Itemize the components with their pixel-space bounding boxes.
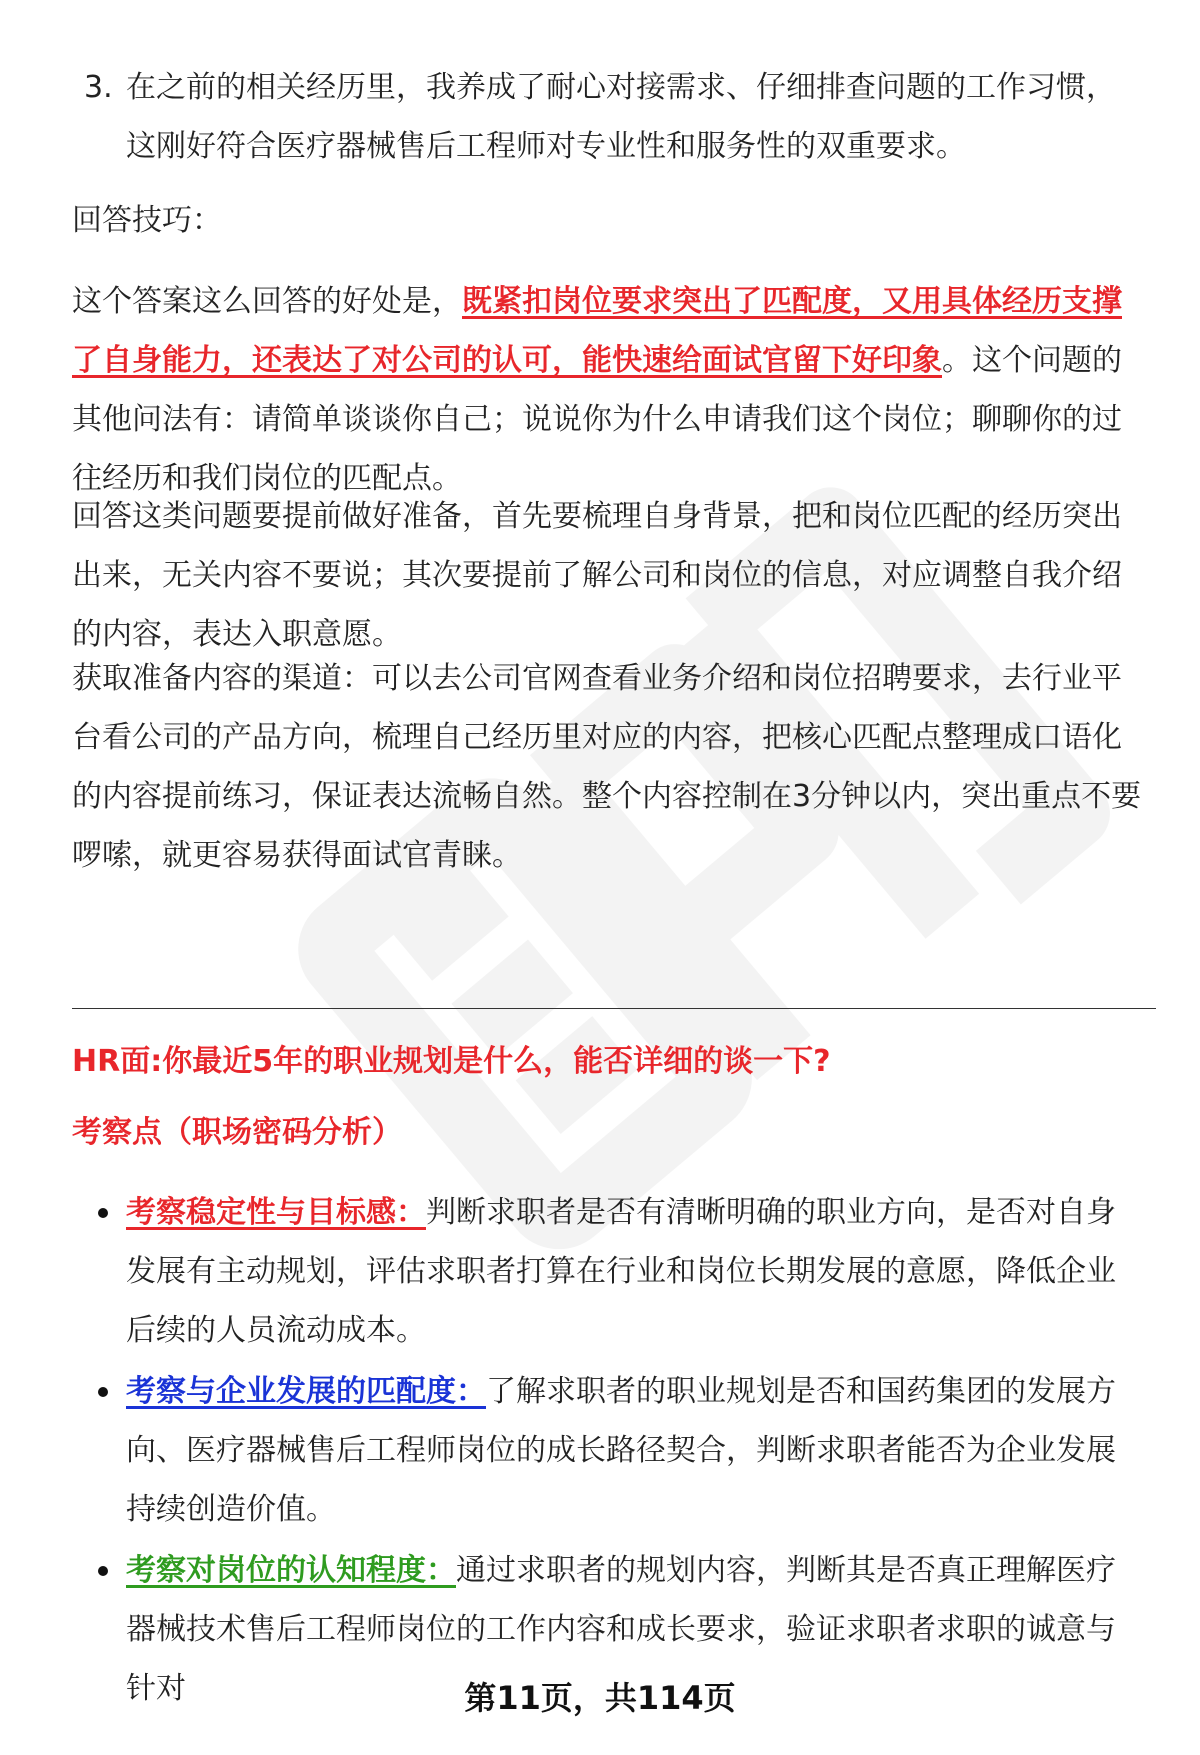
preparation-paragraph: 回答这类问题要提前做好准备，首先要梳理自身背景，把和岗位匹配的经历突出出来，无关内容不要说；其次要提前了解公司和岗位的信息，对应调整自我介绍的内容，表达入职意愿。 <box>72 499 1122 652</box>
list-number: 3. <box>84 70 113 105</box>
bullet-text: 了解求职者的职业规划是否和国药集团的发展方向、医疗器械售后工程师岗位的成长路径契合，判断求职者能否为企业发展持续创造价值。 <box>126 1374 1116 1527</box>
page-footer: 第11页，共114页 <box>464 1679 736 1717</box>
bullet-label: 考察稳定性与目标感： <box>126 1195 426 1230</box>
section-title: 考察点（职场密码分析） <box>72 1115 402 1150</box>
tips-tail: 。这个问题的其他问法有：请简单谈谈你自己；说说你为什么申请我们这个岗位；聊聊你的过往经历和我们岗位的匹配点。 <box>72 343 1122 496</box>
question-heading: HR面:你最近5年的职业规划是什么，能否详细的谈一下? <box>72 1044 831 1079</box>
bullet-dot-icon <box>98 1566 108 1576</box>
bullet-dot-icon <box>98 1387 108 1397</box>
list-item-text: 在之前的相关经历里，我养成了耐心对接需求、仔细排查问题的工作习惯，这刚好符合医疗器械售后工程师对专业性和服务性的双重要求。 <box>126 70 1116 164</box>
tips-label: 回答技巧： <box>72 203 222 238</box>
channel-paragraph: 获取准备内容的渠道：可以去公司官网查看业务介绍和岗位招聘要求，去行业平台看公司的产品方向，梳理自己经历里对应的内容，把核心匹配点整理成口语化的内容提前练习，保证表达流畅自然。整个内容控制在3分钟以内，突出重点不要啰嗦，就更容易获得面试官青睐。 <box>72 661 1142 873</box>
bullet-dot-icon <box>98 1208 108 1218</box>
tips-lead: 这个答案这么回答的好处是， <box>72 284 462 319</box>
tips-highlight: 既紧扣岗位要求突出了匹配度，又用具体经历支撑了自身能力，还表达了对公司的认可，能快速给面试官留下好印象 <box>72 284 1122 378</box>
bullet-label: 考察与企业发展的匹配度： <box>126 1374 486 1409</box>
tips-paragraph <box>72 272 1142 508</box>
bullet-text: 通过求职者的规划内容，判断其是否真正理解医疗器械技术售后工程师岗位的工作内容和成长要求，验证求职者求职的诚意与针对 <box>126 1553 1116 1706</box>
bullet-label: 考察对岗位的认知程度： <box>126 1553 456 1588</box>
bullet-item <box>126 1183 1142 1360</box>
bullet-text: 判断求职者是否有清晰明确的职业方向，是否对自身发展有主动规划，评估求职者打算在行业和岗位长期发展的意愿，降低企业后续的人员流动成本。 <box>126 1195 1116 1348</box>
bullet-item <box>126 1362 1142 1539</box>
section-divider <box>72 1008 1156 1009</box>
